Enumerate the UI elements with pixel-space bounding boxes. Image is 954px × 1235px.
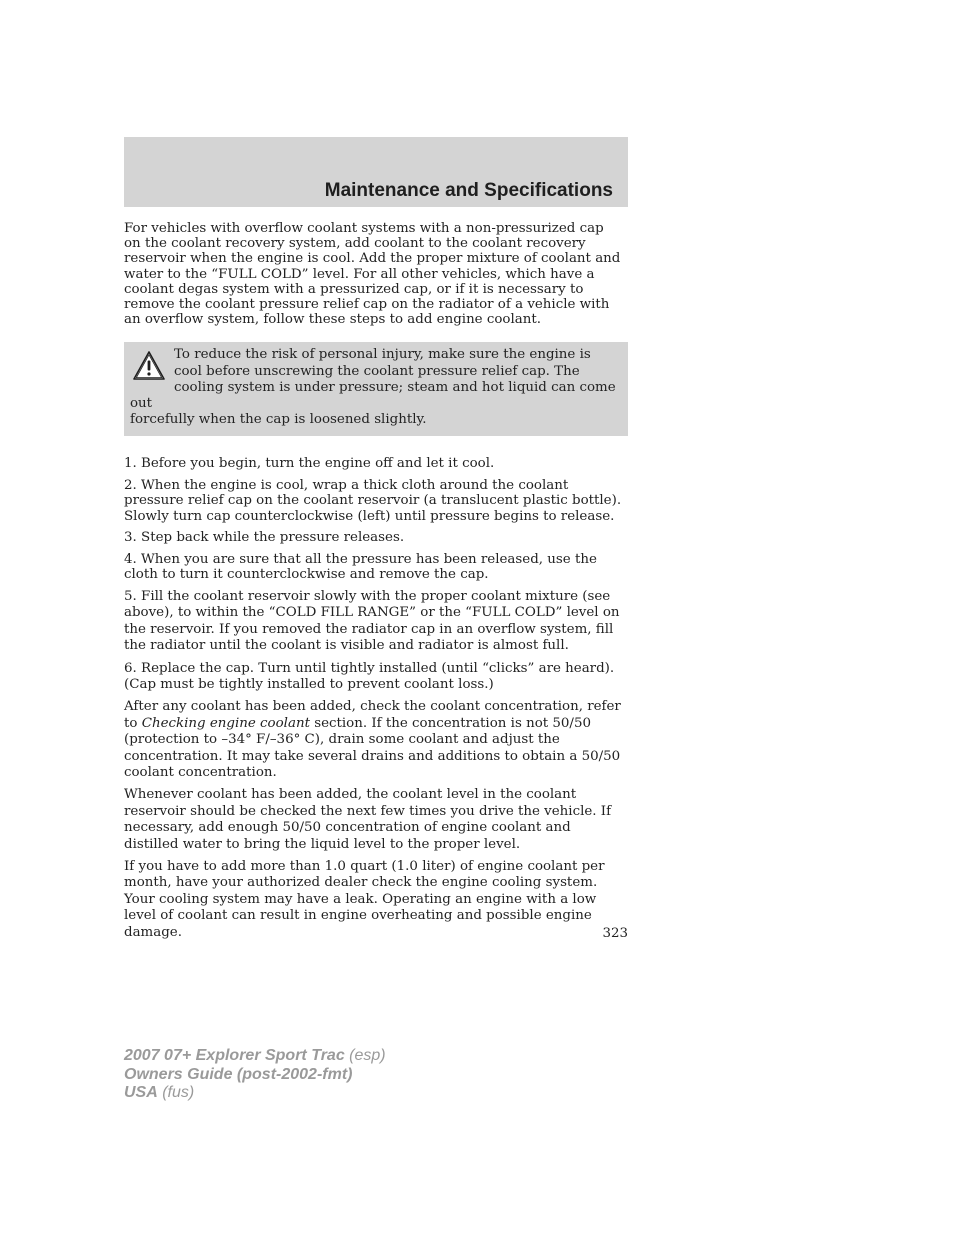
section-header-band — [124, 137, 628, 207]
checking-engine-coolant-reference: Checking engine coolant — [141, 715, 310, 731]
intro-paragraph: For vehicles with overflow coolant systems with a non-pressurized cap on the coolant recovery system, add coolant to the coolant recovery reservoir when the engine is cool. Add the proper mixture of coolant and water to the “FULL COLD” level. For all other vehicles, which have a coolant degas system with a pressurized cap, or if it is necessary to remove the coolant pressure relief cap on the radiator of a vehicle with an overflow system, follow these steps to add engine coolant. — [124, 221, 621, 328]
footer-guide: Owners Guide (post-2002-fmt) — [124, 1065, 353, 1083]
step-3: 3. Step back while the pressure releases. — [124, 530, 405, 546]
warning-text: To reduce the risk of personal injury, make sure the engine is cool before unscrewing the coolant pressure relief cap. The cooling system is under pressure; steam and hot liquid can come out forcefully when the cap is loosened slightly. — [130, 347, 616, 428]
whenever-paragraph: Whenever coolant has been added, the coolant level in the coolant reservoir should be checked the next few times you drive the vehicle. If necessary, add enough 50/50 concentration of engine coolant and distilled water to bring the liquid level to the proper level. — [124, 787, 612, 852]
page-number: 323 — [602, 926, 628, 941]
footer-line-2 — [124, 1066, 386, 1085]
step-4: 4. When you are sure that all the pressure has been released, use the cloth to turn it counterclockwise and remove the cap. — [124, 551, 597, 583]
footer-model-code: (esp) — [344, 1047, 386, 1064]
step-1: 1. Before you begin, turn the engine off and let it cool. — [124, 456, 495, 472]
section-title: Maintenance and Specifications — [324, 180, 613, 201]
footer-market-code: (fus) — [157, 1084, 195, 1101]
after-coolant-text-after: section. If the concentration is not 50/50 (protection to –34° F/–36° C), drain some coolant and adjust the concentration. It may take several drains and additions to obtain a 50/50 coolant concentration. — [124, 715, 621, 780]
footer-line-1 — [124, 1047, 386, 1066]
footer-line-3 — [124, 1084, 386, 1103]
step-2: 2. When the engine is cool, wrap a thick cloth around the coolant pressure relief cap on the coolant reservoir (a translucent plastic bottle). Slowly turn cap counterclockwise (left) until pressure begins to release. — [124, 477, 622, 524]
step-6: 6. Replace the cap. Turn until tightly installed (until “clicks” are heard). (Cap must be tightly installed to prevent coolant loss.) — [124, 660, 615, 692]
step-5: 5. Fill the coolant reservoir slowly with the proper coolant mixture (see above), to within the “COLD FILL RANGE” or the “FULL COLD” level on the reservoir. If you removed the radiator cap in an overflow system, fill the radiator until the coolant is visible and radiator is almost full. — [124, 588, 620, 654]
footer-model: 2007 07+ Explorer Sport Trac — [124, 1047, 345, 1064]
quart-paragraph: If you have to add more than 1.0 quart (1.0 liter) of engine coolant per month, have your authorized dealer check the engine cooling system. Your cooling system may have a leak. Operating an engine with a low level of coolant can result in engine overheating and possible engine damage. — [124, 859, 605, 940]
after-coolant-text-before: After any coolant has been added, check the coolant concentration, refer to — [124, 699, 621, 731]
page-content — [124, 221, 628, 947]
warning-box — [124, 342, 628, 436]
warning-triangle-icon — [132, 350, 166, 382]
document-footer — [124, 1047, 386, 1103]
footer-market: USA — [124, 1084, 158, 1101]
after-coolant-paragraph — [124, 699, 628, 781]
